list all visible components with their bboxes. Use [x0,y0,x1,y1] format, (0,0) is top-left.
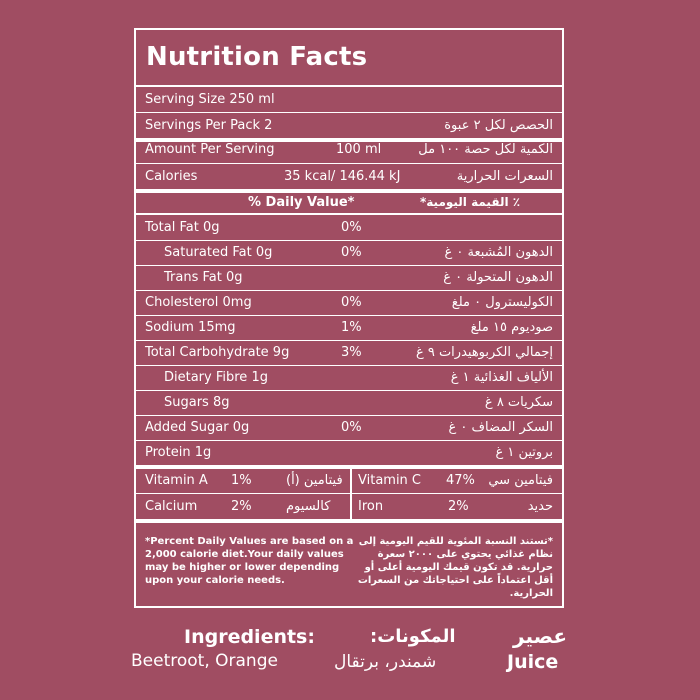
nutrient-row [136,265,562,290]
nutrient-daily-value: 3% [341,345,362,360]
servings-per-pack-ar: الحصص لكل ٢ عبوة [444,118,553,133]
nutrient-row [136,415,562,440]
vitamin-a-label: Vitamin A [145,473,208,488]
calories-label: Calories [145,169,198,184]
nutrient-row [136,290,562,315]
nutrient-daily-value: 0% [341,220,362,235]
serving-size-row [136,87,562,112]
nutrient-label-ar: صوديوم ١٥ ملغ [470,320,553,335]
nutrient-label-ar: الدهون المُشبعة ٠ غ [444,245,553,260]
nutrient-label: Cholesterol 0mg [145,295,252,310]
nutrition-title: Nutrition Facts [146,42,368,72]
nutrient-label: Saturated Fat 0g [164,245,273,260]
footnote-ar: *تستند النسبة المئوية للقيم اليومية إلى نظام غذائي يحتوي على ٢٠٠٠ سعرة حرارية. قد تكون قيمك اليومية أعلى أو أقل اعتماداً على احتياجاتك من السعرات الحرارية. [357,536,553,599]
daily-value-ar: ٪ القيمة اليومية* [420,195,521,209]
nutrient-row [136,390,562,415]
serving-size-label: Serving Size 250 ml [145,92,275,107]
ingredients-title-ar: المكونات: [370,626,456,647]
calcium-pct: 2% [231,499,252,514]
servings-per-pack-row [136,113,562,138]
nutrient-row [136,440,562,465]
nutrient-daily-value: 0% [341,420,362,435]
nutrition-facts-panel [134,28,564,608]
nutrient-label-ar: الألياف الغذائية ١ غ [450,370,553,385]
nutrient-label-ar: السكر المضاف ٠ غ [448,420,553,435]
iron-ar: حديد [527,499,553,514]
nutrient-label-ar: بروتين ١ غ [495,445,553,460]
vitamin-c-ar: فيتامين سي [488,473,553,488]
calcium-label: Calcium [145,499,198,514]
daily-value-en: % Daily Value* [248,195,355,210]
calcium-ar: كالسيوم [286,499,331,514]
nutrient-label-ar: الدهون المتحولة ٠ غ [443,270,553,285]
column-divider [350,494,352,519]
nutrient-label-ar: سكريات ٨ غ [484,395,553,410]
nutrient-row [136,365,562,390]
product-name-ar: عصير [513,624,567,648]
ingredients-list-ar: شمندر، برتقال [334,652,437,672]
product-name-en: Juice [507,651,559,673]
vitamin-a-ar: فيتامين (أ) [286,473,343,488]
column-divider [350,468,352,493]
nutrient-row [136,340,562,365]
nutrient-label: Added Sugar 0g [145,420,250,435]
amount-per-serving-value: 100 ml [336,142,382,157]
nutrient-label: Dietary Fibre 1g [164,370,268,385]
nutrient-row [136,215,562,240]
nutrient-label: Sugars 8g [164,395,230,410]
nutrient-row [136,315,562,340]
nutrient-daily-value: 0% [341,245,362,260]
iron-pct: 2% [448,499,469,514]
nutrient-label: Total Fat 0g [145,220,220,235]
nutrient-label: Trans Fat 0g [164,270,243,285]
calories-row [136,164,562,189]
thick-divider [136,519,562,523]
nutrient-label: Sodium 15mg [145,320,236,335]
amount-per-serving-en: Amount Per Serving [145,142,275,157]
vitamin-c-pct: 47% [446,473,475,488]
nutrient-label-ar: الكوليسترول ٠ ملغ [451,295,553,310]
vitamin-a-pct: 1% [231,473,252,488]
servings-per-pack-en: Servings Per Pack 2 [145,118,273,133]
ingredients-title-en: Ingredients: [184,626,315,648]
calories-ar: السعرات الحرارية [456,169,553,184]
footnote-en: *Percent Daily Values are based on a 2,000 calorie diet.Your daily values may be higher or lower depending upon your calorie needs. [145,536,354,586]
amount-per-serving-ar: الكمية لكل حصة ١٠٠ مل [418,142,553,157]
calories-value: 35 kcal/ 146.44 kJ [284,169,401,184]
vitamin-c-label: Vitamin C [358,473,422,488]
nutrient-daily-value: 1% [341,320,362,335]
nutrient-label-ar: إجمالي الكربوهيدرات ٩ غ [415,345,553,360]
nutrient-label: Protein 1g [145,445,212,460]
mineral-row [136,494,562,519]
nutrient-daily-value: 0% [341,295,362,310]
iron-label: Iron [358,499,384,514]
nutrient-row [136,240,562,265]
vitamin-row [136,468,562,493]
nutrient-label: Total Carbohydrate 9g [145,345,290,360]
amount-per-serving-row [136,137,562,162]
daily-value-header [136,190,562,215]
ingredients-list-en: Beetroot, Orange [131,651,278,671]
